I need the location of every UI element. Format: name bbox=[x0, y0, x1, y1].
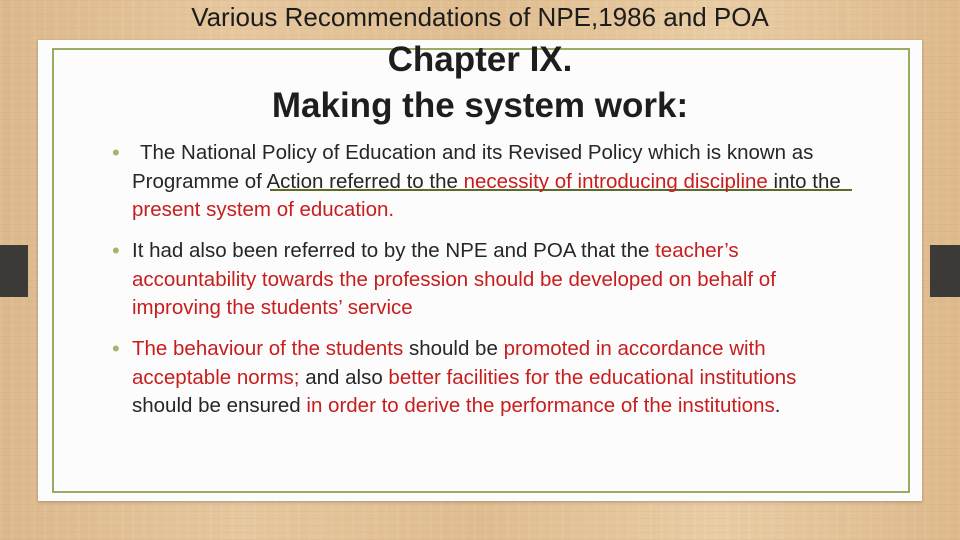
text-segment: The National Policy of Education and its Revised Policy which is known as Programme of Action referred to the bbox=[132, 141, 814, 193]
section-heading: Making the system work: bbox=[271, 86, 689, 125]
bullet-icon: • bbox=[112, 140, 120, 165]
bullet-item bbox=[112, 335, 852, 421]
highlight-segment: present system of education. bbox=[132, 198, 395, 221]
highlight-segment: necessity of introducing discipline bbox=[463, 169, 768, 193]
highlight-segment: in order to derive the performance of the institutions bbox=[306, 394, 775, 417]
highlight-segment: better facilities for the educational institutions bbox=[388, 365, 797, 389]
text-segment: should be ensured bbox=[132, 394, 307, 417]
bullet-text bbox=[112, 139, 852, 225]
text-segment: . bbox=[774, 394, 781, 417]
text-segment: It had also been referred to by the NPE and POA that the bbox=[132, 239, 656, 262]
bullet-text bbox=[112, 335, 852, 421]
bullet-text bbox=[112, 237, 852, 323]
bullet-icon: • bbox=[112, 238, 120, 263]
text-segment: and also bbox=[299, 365, 389, 389]
highlight-segment: teacher’s accountability towards the profession should be developed on behalf of improving the students’ service bbox=[132, 239, 776, 319]
chapter-heading: Chapter IX. bbox=[387, 40, 573, 79]
highlight-segment: The behaviour of the students bbox=[132, 337, 404, 360]
bullet-item bbox=[112, 237, 852, 323]
text-segment: should be bbox=[403, 337, 504, 360]
text-segment: into the bbox=[767, 169, 841, 193]
slide-top-title: Various Recommendations of NPE,1986 and POA bbox=[191, 2, 769, 32]
bullet-item bbox=[112, 139, 852, 225]
highlight-segment: promoted in accordance with acceptable norms; bbox=[132, 337, 766, 389]
bullet-icon: • bbox=[112, 336, 120, 361]
